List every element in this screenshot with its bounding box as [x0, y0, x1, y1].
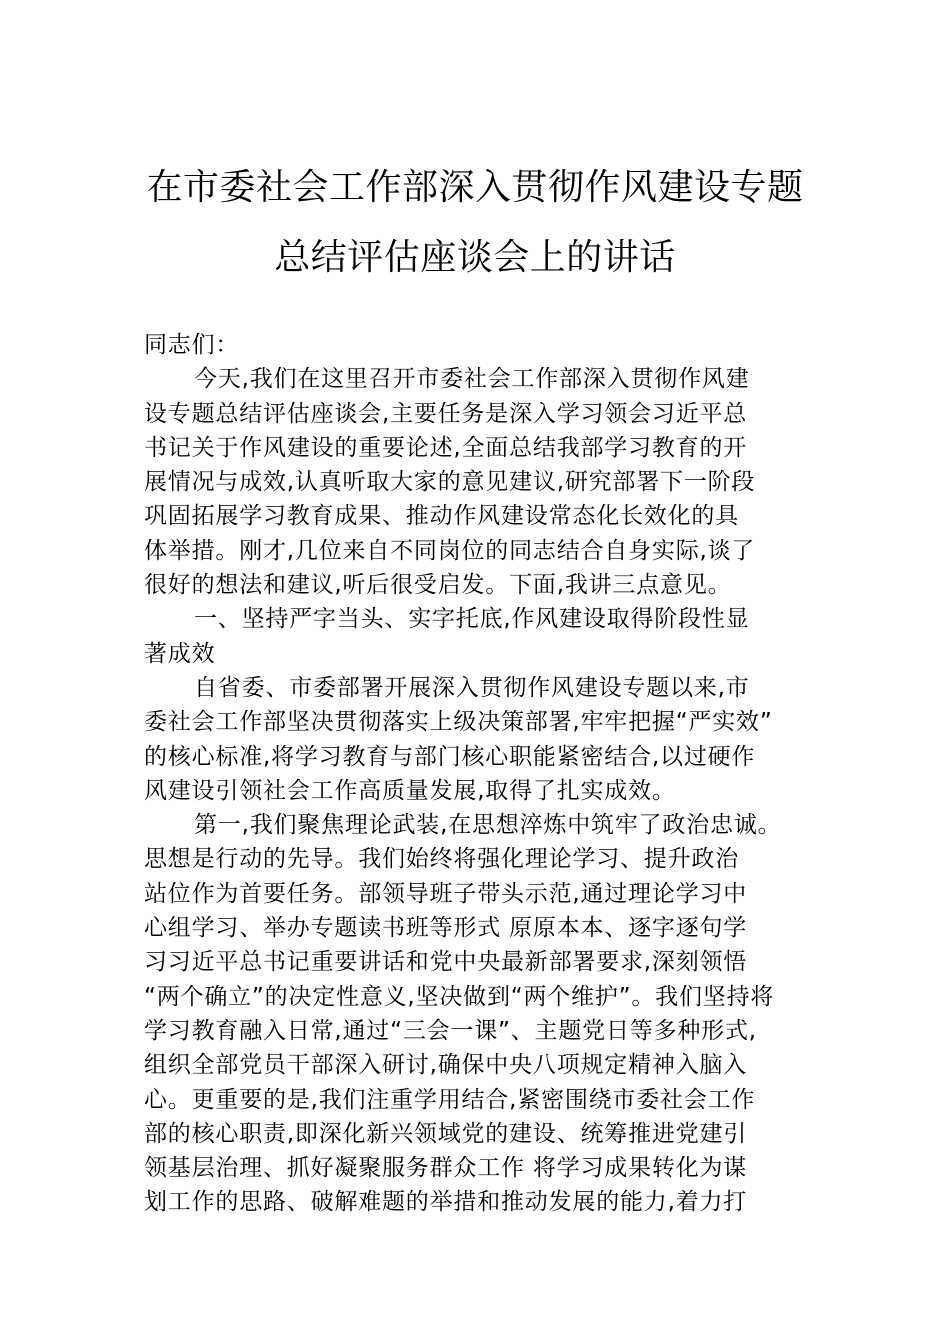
body-line: 很好的想法和建议,听后很受启发。下面,我讲三点意见。: [144, 572, 732, 599]
body-line: 巩固拓展学习教育成果、推动作风建设常态化长效化的具: [144, 503, 739, 530]
body-line: 今天,我们在这里召开市委社会工作部深入贯彻作风建: [194, 366, 750, 393]
body-line: 习习近平总书记重要讲话和党中央最新部署要求,深刻领悟: [144, 949, 748, 976]
body-line: 体举措。刚才,几位来自不同岗位的同志结合自身实际,谈了: [144, 537, 756, 564]
document-body: [144, 328, 824, 1220]
document-title-line-2: 总结评估座谈会上的讲话: [274, 237, 676, 278]
body-line: 学习教育融入日常,通过“三会一课”、主题党日等多种形式,: [144, 1017, 757, 1044]
salutation: 同志们：: [144, 332, 240, 358]
document-title-line-1: 在市委社会工作部深入贯彻作风建设专题: [146, 167, 804, 208]
section-heading-line: 一、坚持严字当头、实字托底,作风建设取得阶段性显: [194, 606, 750, 633]
body-line: 领基层治理、抓好凝聚服务群众工作 将学习成果转化为谋: [144, 1155, 748, 1182]
body-line: 组织全部党员干部深入研讨,确保中央八项规定精神入脑入: [144, 1052, 748, 1079]
section-heading-line: 著成效: [144, 640, 216, 667]
body-line: 的核心标准,将学习教育与部门核心职能紧密结合,以过硬作: [144, 743, 756, 770]
body-line: 站位作为首要任务。部领导班子带头示范,通过理论学习中: [144, 880, 748, 907]
body-line: 委社会工作部坚决贯彻落实上级决策部署,牢牢把握“严实效”: [144, 709, 773, 736]
body-line: 自省委、市委部署开展深入贯彻作风建设专题以来,市: [194, 674, 750, 701]
body-line: 第一,我们聚焦理论武装,在思想淬炼中筑牢了政治忠诚。: [194, 812, 782, 839]
body-line: 展情况与成效,认真听取大家的意见建议,研究部署下一阶段: [144, 469, 756, 496]
body-line: 书记关于作风建设的重要论述,全面总结我部学习教育的开: [144, 434, 748, 461]
body-line: 部的核心职责,即深化新兴领域党的建设、统筹推进党建引: [144, 1120, 748, 1147]
body-line: 设专题总结评估座谈会,主要任务是深入学习领会习近平总: [144, 400, 748, 427]
body-line: 划工作的思路、破解难题的举措和推动发展的能力,着力打: [144, 1189, 748, 1216]
body-line: 风建设引领社会工作高质量发展,取得了扎实成效。: [144, 777, 676, 804]
body-line: 思想是行动的先导。我们始终将强化理论学习、提升政治: [144, 846, 739, 873]
body-line: 心。更重要的是,我们注重学用结合,紧密围绕市委社会工作: [144, 1086, 756, 1113]
body-line: 心组学习、举办专题读书班等形式 原原本本、逐字逐句学: [144, 915, 748, 942]
body-line: “两个确立”的决定性意义,坚决做到“两个维护”。我们坚持将: [144, 983, 775, 1010]
